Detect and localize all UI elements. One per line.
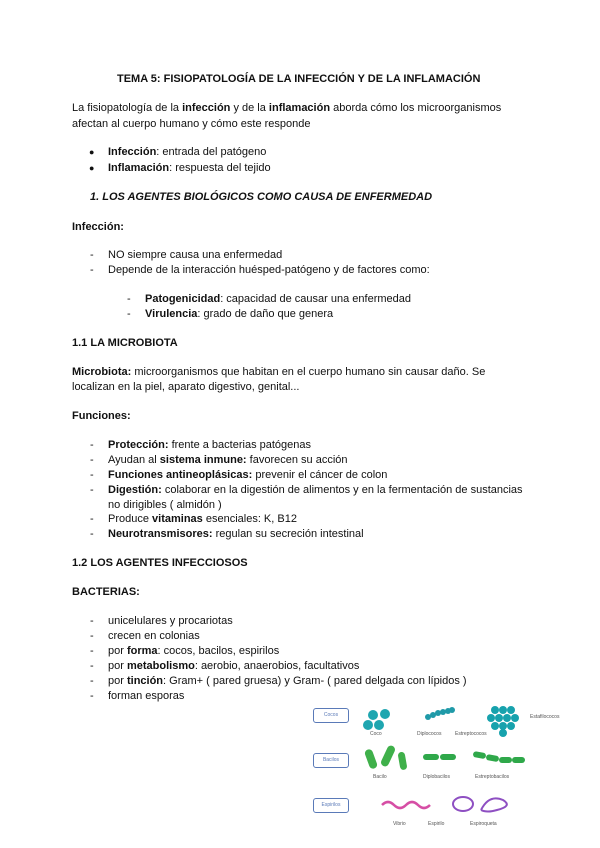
list-item: - Funciones antineoplásicas: prevenir el cáncer de colon — [90, 469, 388, 481]
list-item-continuation: no dirigibles ( almidón ) — [108, 499, 222, 511]
caption: Diplobacilos — [423, 774, 450, 780]
intro-paragraph: La fisiopatología de la infección y de la inflamación aborda cómo los microorganismos — [72, 102, 502, 114]
infeccion-heading: Infección: — [72, 221, 124, 233]
list-item: - por metabolismo: aerobio, anaerobios, facultativos — [90, 660, 360, 672]
caption: Bacilo — [373, 774, 387, 780]
coco-icon — [363, 709, 390, 730]
estafilococos-icon — [487, 706, 519, 737]
caption: Estreptococos — [455, 731, 487, 737]
section-heading: 1. LOS AGENTES BIOLÓGICOS COMO CAUSA DE ENFERMEDAD — [90, 191, 433, 203]
list-item: ● Infección: entrada del patógeno — [89, 146, 267, 158]
list-item: - por forma: cocos, bacilos, espirilos — [90, 645, 280, 657]
list-item: - Neurotransmisores: regulan su secreción intestinal — [90, 528, 364, 540]
list-item: - unicelulares y procariotas — [90, 615, 233, 627]
list-item: ● Inflamación: respuesta del tejido — [89, 162, 271, 174]
list-item: - Produce vitaminas esenciales: K, B12 — [90, 513, 297, 525]
row-label-bacilos: Bacilos — [313, 753, 349, 768]
caption: Vibrio — [393, 821, 406, 827]
caption: Estafilococos — [530, 714, 560, 720]
bacteria-illustrations — [305, 700, 585, 835]
caption: Estreptobacilos — [475, 774, 510, 780]
estreptobacilos-icon — [473, 751, 525, 763]
agentes-heading: 1.2 LOS AGENTES INFECCIOSOS — [72, 557, 248, 569]
espirilo-icon — [382, 802, 430, 808]
list-item: - Depende de la interacción huésped-patógeno y de factores como: — [90, 264, 430, 276]
list-item: - forman esporas — [90, 690, 185, 702]
bacilo-icon — [364, 744, 408, 770]
list-item: - por tinción: Gram+ ( pared gruesa) y Gram- ( pared delgada con lípidos ) — [90, 675, 467, 687]
list-item: - Ayudan al sistema inmune: favorecen su acción — [90, 454, 348, 466]
bacterias-heading: BACTERIAS: — [72, 586, 140, 598]
list-item: - NO siempre causa una enfermedad — [90, 249, 283, 261]
estreptococos-icon — [425, 707, 455, 720]
funciones-heading: Funciones: — [72, 410, 131, 422]
list-item: - Protección: frente a bacterias patógenas — [90, 439, 311, 451]
caption: Diplococos — [417, 731, 442, 737]
list-item: - Digestión: colaborar en la digestión de alimentos y en la fermentación de sustancias — [90, 484, 523, 496]
espiroqueta-icon — [453, 797, 507, 812]
microbiota-heading: 1.1 LA MICROBIOTA — [72, 337, 178, 349]
bacteria-shapes-figure — [305, 700, 585, 835]
microbiota-paragraph-line2: localizan en la piel, aparato digestivo, genital... — [72, 381, 300, 393]
list-item: - Patogenicidad: capacidad de causar una enfermedad — [127, 293, 411, 305]
caption: Espiroqueta — [470, 821, 497, 827]
row-label-espirilos: Espirilos — [313, 798, 349, 813]
page-title: TEMA 5: FISIOPATOLOGÍA DE LA INFECCIÓN Y DE LA INFLAMACIÓN — [117, 73, 481, 85]
list-item: - crecen en colonias — [90, 630, 200, 642]
intro-paragraph-line2: afectan al cuerpo humano y cómo este responde — [72, 118, 311, 130]
microbiota-paragraph: Microbiota: microorganismos que habitan en el cuerpo humano sin causar daño. Se — [72, 366, 486, 378]
caption: Coco — [370, 731, 382, 737]
diplobacilos-icon — [423, 754, 456, 760]
row-label-cocos: Cocos — [313, 708, 349, 723]
caption: Espirilo — [428, 821, 445, 827]
list-item: - Virulencia: grado de daño que genera — [127, 308, 334, 320]
